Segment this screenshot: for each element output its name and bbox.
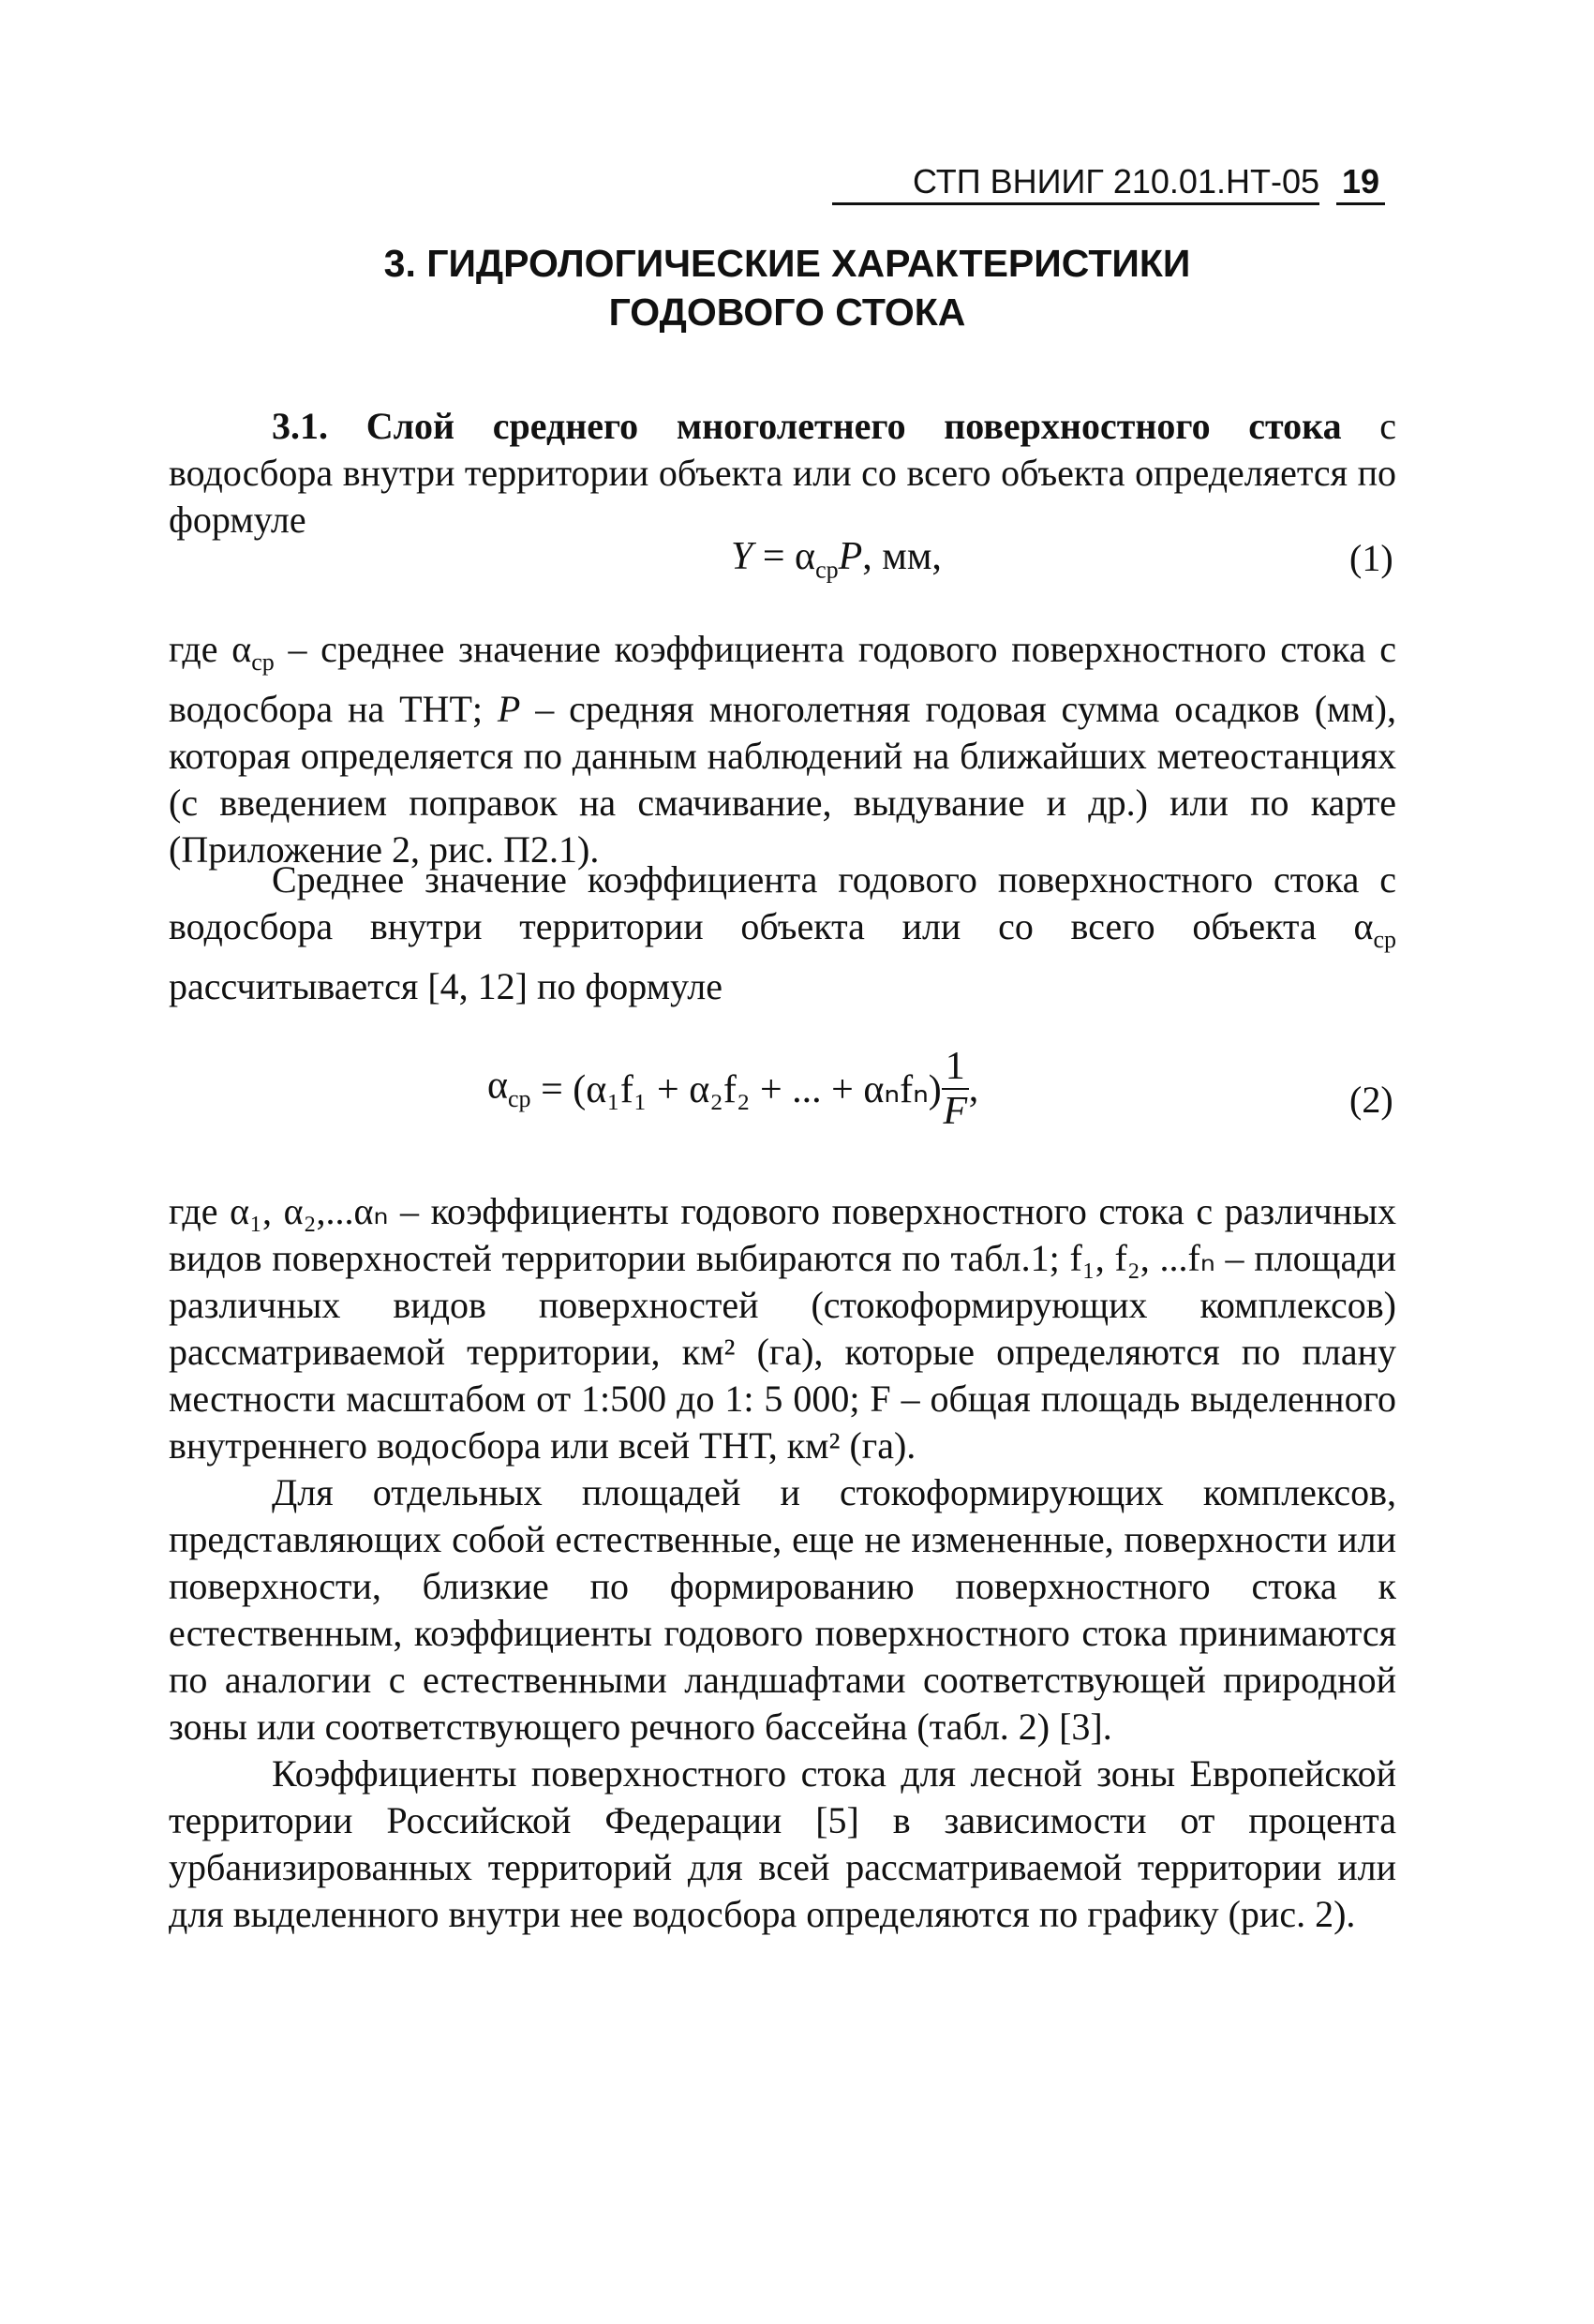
formula-2-lhs-subscript: ср [508, 1085, 531, 1113]
formula-2-fraction [942, 1045, 969, 1133]
page-number: 19 [1336, 161, 1385, 205]
where-1-text-1: – среднее значение коэффициента годового поверхностного стока с водосбора на ТНТ; [169, 628, 1396, 730]
section-3-1-paragraph [169, 403, 1396, 544]
equation-number-1: (1) [1349, 537, 1393, 579]
paragraph-2 [169, 857, 1396, 1010]
formula-1-units: , мм, [862, 535, 942, 578]
where-1-subscript: ср [251, 648, 275, 676]
where-paragraph-2: где α₁, α₂,...αₙ – коэффициенты годового поверхностного стока с различных видов поверхностей территории выбираются по табл.1; f₁, f₂, ...fₙ – площади различных видов поверхностей (стокоформирующих комплексов) рассматриваемой территории, км² (га), которые определяются по плану местности масштабом от 1:500 до 1: 5 000; F – общая площадь выделенного внутреннего водосбора или всей ТНТ, км² (га). [169, 1190, 1396, 1467]
formula-1 [731, 534, 942, 584]
paragraph-2-text-2: рассчитывается [4, 12] по формуле [169, 965, 723, 1007]
chapter-title-line-2: ГОДОВОГО СТОКА [608, 290, 966, 334]
formula-1-var: P [838, 535, 863, 578]
chapter-title [234, 239, 1340, 336]
formula-2-denominator: F [943, 1090, 968, 1133]
paragraph-3: Для отдельных площадей и стокоформирующих комплексов, представляющих собой естественные, еще не измененные, поверхности или поверхности, близкие по формированию поверхностного стока к естественным, коэффициенты годового поверхностного стока принимаются по аналогии с естественными ландшафтами соответствующей природной зоны или соответствующего речного бассейна (табл. 2) [3]. [169, 1471, 1396, 1748]
where-1-text-2: – средняя многолетняя годовая сумма осадков (мм), которая определяется по данным наблюдений на ближайших метеостанциях (с введением поправок на смачивание, выдувание и др.) или по карте (Приложение 2, рис. П2.1). [169, 688, 1396, 871]
document-code: СТП ВНИИГ 210.01.НТ-05 [832, 161, 1319, 205]
formula-2-tail: , [968, 1067, 979, 1110]
where-paragraph-1 [169, 626, 1396, 873]
formula-2-expression: = (α₁f₁ + α₂f₂ + ... + αₙfₙ) [530, 1068, 942, 1111]
section-bold-title: Слой среднего многолетнего поверхностного стока [365, 405, 1342, 447]
formula-2 [487, 1045, 978, 1133]
section-text: с водосбора внутри территории объекта или со всего объекта определяется по формуле [169, 405, 1397, 541]
section-number: 3.1. [272, 405, 328, 447]
paragraph-2-subscript: ср [1373, 926, 1396, 953]
formula-1-eq: = α [752, 535, 816, 578]
equation-number-2: (2) [1349, 1079, 1393, 1121]
paragraph-2-text-1: Среднее значение коэффициента годового поверхностного стока с водосбора внутри территории объекта или со всего объекта α [169, 858, 1396, 947]
paragraph-4: Коэффициенты поверхностного стока для лесной зоны Европейской территории Российской Федерации [5] в зависимости от процента урбанизированных территорий для всей рассматриваемой территории или для выделенного внутри нее водосбора определяются по графику (рис. 2). [169, 1752, 1396, 1935]
page-header [832, 161, 1394, 208]
where-1-lead: где α [169, 628, 252, 670]
formula-2-numerator: 1 [942, 1045, 969, 1090]
formula-1-lhs: Y [731, 535, 753, 578]
where-1-var: P [497, 688, 521, 730]
formula-1-subscript: ср [815, 556, 839, 584]
chapter-title-line-1: 3. ГИДРОЛОГИЧЕСКИЕ ХАРАКТЕРИСТИКИ [383, 242, 1191, 285]
formula-2-lhs: α [487, 1064, 509, 1108]
